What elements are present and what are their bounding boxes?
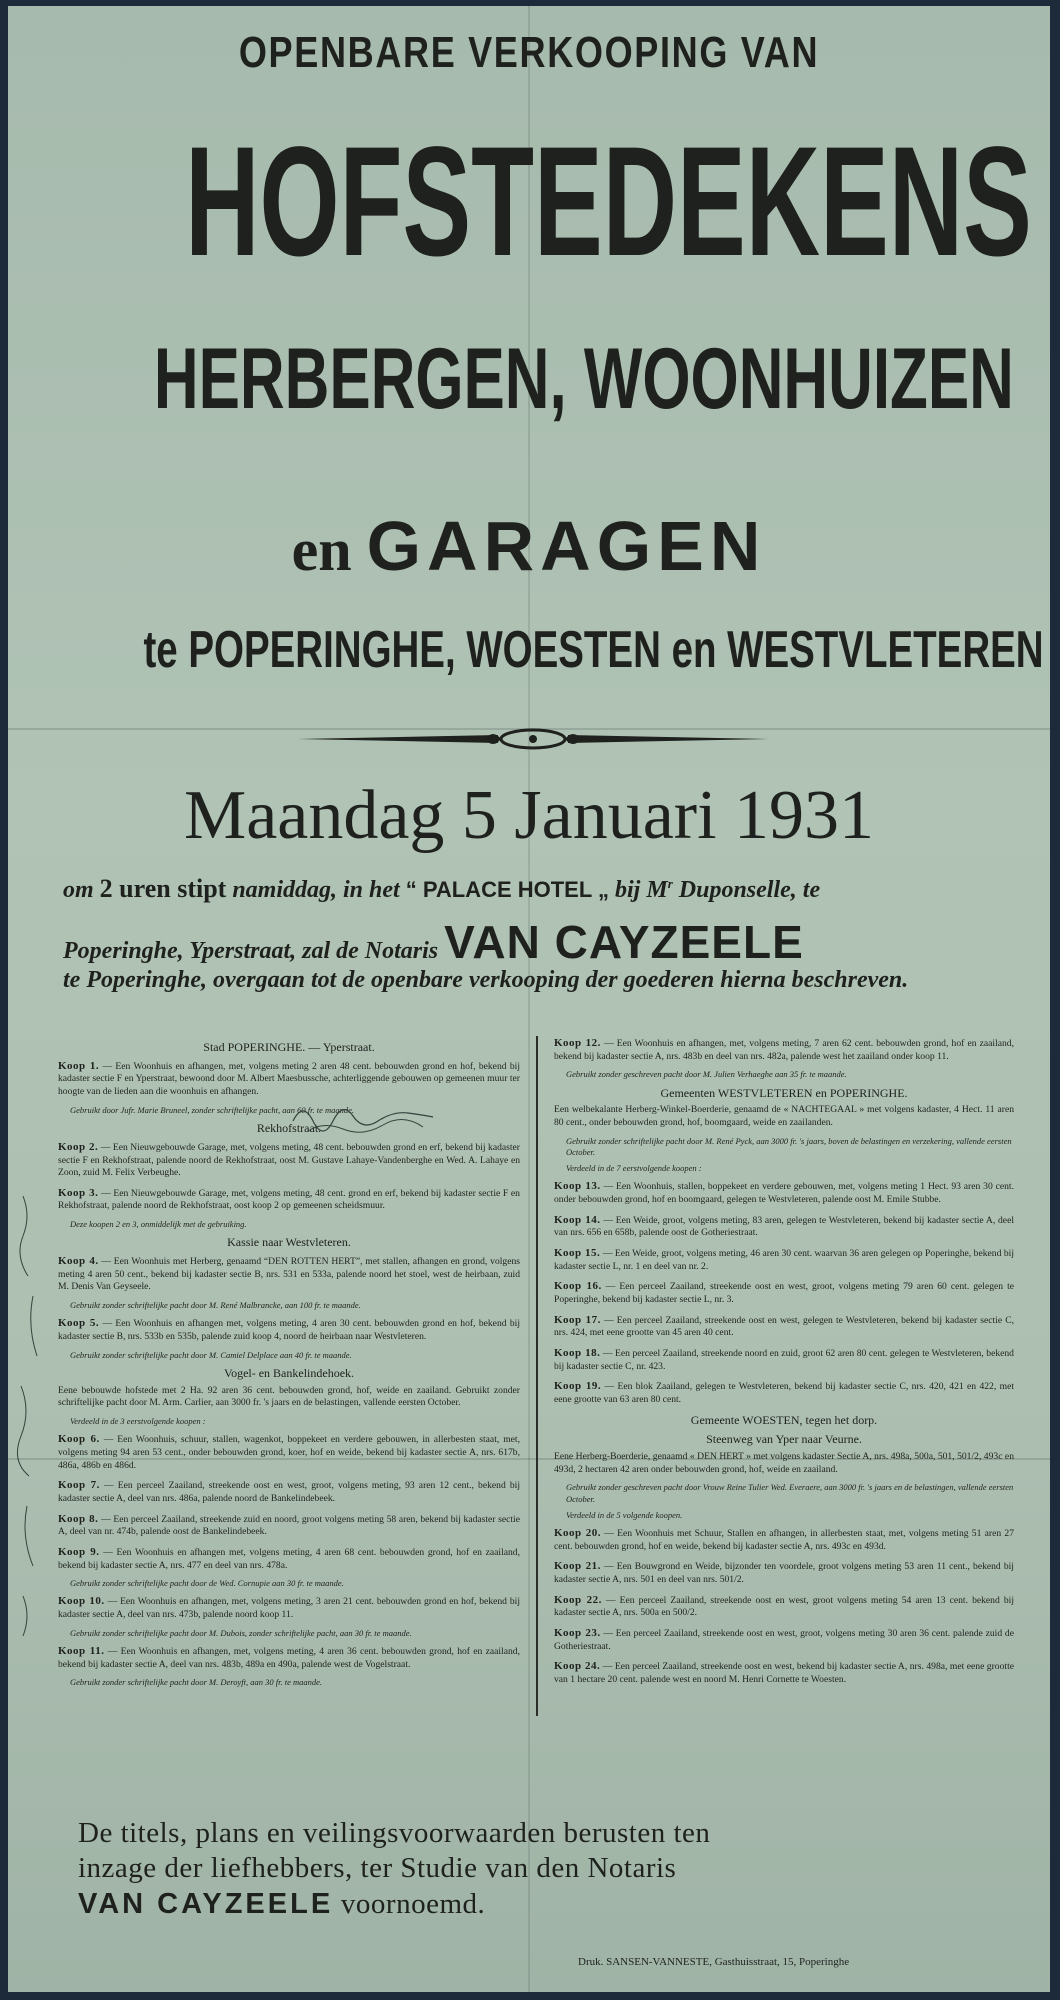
lot-text: — Een Woonhuis, schuur, stallen, wagenkot, boppekeet en verdere gebouwen, in allerbesten staat, met, volgens meting 94 aren 53 cent., onder bebouwden grond, koer, hof en weide, bekend bij kadaster sectie A, nrs. 617b, 486a, 486b en 486d. <box>58 1434 520 1471</box>
lot-number: Koop 10. <box>58 1595 105 1608</box>
lot-number: Koop 23. <box>554 1627 601 1640</box>
intro-text: namiddag, in het <box>232 877 400 903</box>
lot-note: Gebruikt zonder schriftelijke pacht door M. René Malbrancke, aan 100 fr. te maande. <box>70 1300 361 1311</box>
lot-number: Koop 16. <box>554 1280 602 1293</box>
lot-item <box>58 1512 520 1539</box>
lot-note: Verdeeld in de 7 eerstvolgende koopen : <box>566 1163 702 1174</box>
lot-text: — Een Woonhuis, stallen, boppekeet en verdere gebouwen, met, volgens meting 1 Hect. 93 aren 30 cent. onder bebouwden grond, hof en boomgaard, gelegen te Westvleteren, palende oost M. Emile Stubbe. <box>554 1181 1014 1205</box>
lot-item <box>554 1626 1014 1653</box>
section-heading: Gemeente WOESTEN, tegen het dorp. <box>690 1412 878 1427</box>
lot-item <box>554 1346 1014 1373</box>
lot-item <box>554 1179 1014 1206</box>
lot-item <box>554 1213 1014 1240</box>
intro-text: bij M <box>615 877 668 903</box>
lot-item <box>554 1036 1014 1063</box>
lot-item <box>58 1254 520 1294</box>
intro-text: om <box>63 877 94 903</box>
heading-line-3: HERBERGEN, WOONHUIZEN <box>153 331 1014 427</box>
intro-hotel: “ PALACE HOTEL „ <box>405 877 610 902</box>
lot-number: Koop 3. <box>58 1186 99 1199</box>
lot-text: — Een Bouwgrond en Weide, bijzonder ten voordele, groot volgens meting 53 aren 11 cent., bekend bij kadaster sectie A, nrs. 501 en deel van nrs. 501/2. <box>554 1561 1014 1586</box>
lot-text: — Een Weide, groot, volgens meting, 83 aren, gelegen te Westvleteren, bekend bij kadaster sectie A, deel van nrs. 656 en 658b, palende oost de Gotheriestraat. <box>554 1214 1014 1239</box>
lot-item: Een welbekalante Herberg-Winkel-Boerderie, genaamd de « NACHTEGAAL » met volgens kadaster, 4 Hect. 11 aren 80 cent., onder bebouwden grond, hof, boomgaard, weide en zaailanden. <box>554 1104 1014 1129</box>
lot-text: — Een perceel Zaailand, streekende oost en west, bekend bij kadaster sectie A, nrs. 498a, met eene grootte van 1 hectare 20 cent. palende west en noord M. Henri Cornette te Woesten. <box>554 1661 1014 1686</box>
lot-note: Gebruikt zonder geschreven pacht door M. Julien Verhaeghe aan 35 fr. te maande. <box>566 1069 847 1080</box>
lot-text: — Een perceel Zaailand, streekende oost en west, groot volgens meting 54 aren 13 cent. bekend bij kadaster sectie A, nrs. 500a en 500/2. <box>554 1594 1014 1619</box>
lot-note: Gebruikt door Jufr. Marie Bruneel, zonder schriftelijke pacht, aan 60 fr. te maande. <box>70 1104 354 1115</box>
lot-text: — Een perceel Zaailand, streekende oost en west, groot, volgens meting 79 aren 60 cent. gelegen te Poperinghe, bekend bij kadaster sectie L, nr. 3. <box>554 1281 1014 1305</box>
intro-sup: r <box>667 876 673 891</box>
lot-item <box>58 1594 520 1621</box>
lot-number: Koop 22. <box>554 1593 602 1606</box>
lot-note: Gebruikt zonder schriftelijke pacht door M. René Pyck, aan 3000 fr. 's jaars, boven de belastingen en verzekering, vallende eersten October. <box>566 1135 1012 1157</box>
lot-number: Koop 9. <box>58 1545 100 1558</box>
heading-line-5: te POPERINGHE, WOESTEN en WESTVLETEREN <box>143 621 1044 679</box>
lot-text: — Een Nieuwgebouwde Garage, met, volgens meting, 48 cent. bebouwden grond en erf, bekend bij kadaster sectie F en Rekhofstraat, palende noord de Rekhofstraat, oost M. Gustave Lahaye-Vandenberghe en Wed. A. Lahaye en Zoon, zuid M. Felix Verbeughe. <box>58 1141 520 1179</box>
lot-number: Koop 17. <box>554 1313 601 1326</box>
intro-text: Duponselle, te <box>678 877 821 903</box>
lot-number: Koop 11. <box>58 1644 105 1657</box>
lot-text: — Een Woonhuis en afhangen, met, volgens meting, 3 aren 21 cent. bebouwden grond en hof, bekend bij kadaster sectie A, deel van nrs. 473b, palende noord koop 11. <box>58 1596 520 1621</box>
footer-notary-name: VAN CAYZEELE <box>78 1887 334 1920</box>
notary-name: VAN CAYZEELE <box>444 916 804 968</box>
auction-date: Maandag 5 Januari 1931 <box>183 777 875 854</box>
poster <box>8 6 1050 1992</box>
handwritten-margin-notes-icon <box>13 1186 57 1666</box>
lot-item <box>554 1246 1014 1273</box>
lot-item <box>58 1186 520 1213</box>
heading-line-1: OPENBARE VERKOOPING VAN <box>238 28 820 77</box>
lot-text: — Een perceel Zaailand, streekende zuid en noord, groot volgens meting 58 aren, bekend bij kadaster sectie A, deel van nr. 474b, palende oost de Bankelindebeek. <box>58 1513 520 1538</box>
lot-item <box>554 1593 1014 1620</box>
section-heading: Stad POPERINGHE. — Yperstraat. <box>203 1040 375 1054</box>
lot-item <box>58 1059 520 1099</box>
lot-number: Koop 19. <box>554 1380 602 1393</box>
lot-number: Koop 1. <box>58 1059 100 1072</box>
lot-number: Koop 8. <box>58 1512 99 1525</box>
heading-line-4 <box>8 507 1050 585</box>
lot-text: — Een Weide, groot, volgens meting, 46 aren 30 cent. waarvan 36 aren gelegen op Poperinghe, bekend bij kadaster sectie L, nr. 1 en deel van nr. 2. <box>554 1247 1014 1272</box>
lot-item <box>554 1559 1014 1586</box>
heading-line-2: HOFSTEDEKENS <box>185 115 1032 289</box>
lot-item <box>554 1279 1014 1306</box>
lot-number: Koop 15. <box>554 1246 601 1259</box>
section-heading: Kassie naar Westvleteren. <box>227 1235 351 1250</box>
lot-item <box>58 1316 520 1343</box>
intro-line-1 <box>63 868 1023 910</box>
footer-line-1: De titels, plans en veilingsvoorwaarden berusten ten <box>78 1817 711 1849</box>
lot-number: Koop 12. <box>554 1037 601 1049</box>
lot-note: Verdeeld in de 5 volgende koopen. <box>566 1509 683 1520</box>
lot-number: Koop 2. <box>58 1140 99 1153</box>
footer-line-3 <box>78 1887 1018 1922</box>
heading-garagen: GARAGEN <box>366 507 767 585</box>
lot-text: — Een Woonhuis en afhangen, met, volgens meting, 7 aren 62 cent. bebouwden grond, hof en zaailand, bekend bij kadaster sectie A, nrs. 483b en deel van nrs. 482a, palende west het zaailand onder koop 11. <box>554 1038 1014 1062</box>
lot-item <box>58 1545 520 1572</box>
ornament-divider-icon <box>298 726 768 752</box>
intro-time: 2 uren stipt <box>99 874 227 903</box>
lot-item <box>58 1644 520 1671</box>
lot-text: — Een Nieuwgebouwde Garage, met, volgens meting, 48 cent. grond en erf, bekend bij kadaster sectie F en Rekhofstraat, palende noord de Rekhofstraat, oost koop 2 op gemeenen scheidsmuur. <box>58 1187 520 1212</box>
lot-number: Koop 4. <box>58 1255 99 1268</box>
lot-text: — Een perceel Zaailand, streekende oost en west, groot, volgens meting 30 aren 36 cent. palende zuid de Gotheriestraat. <box>554 1628 1014 1652</box>
lot-item <box>58 1432 520 1472</box>
lot-note: Gebruikt zonder schriftelijke pacht door M. Camiel Delplace aan 40 fr. te maande. <box>70 1349 352 1360</box>
lot-note: Deze koopen 2 en 3, onmiddelijk met de gebruiking. <box>70 1219 247 1230</box>
lot-text: — Een Woonhuis en afhangen, met, volgens meting 2 aren 48 cent. bebouwden grond en hof, bekend bij kadaster sectie F en Yperstraat, bewoond door M. Albert Maesbussche, achterliggende gebouwen op gemeenen muur ter hoogte van de lieden aan die woonhuis en afhangen. <box>58 1060 520 1098</box>
intro-text: Poperinghe, Yperstraat, zal de Notaris <box>63 938 439 964</box>
lot-number: Koop 7. <box>58 1479 100 1492</box>
printer-imprint: Druk. SANSEN-VANNESTE, Gasthuisstraat, 15, Poperinghe <box>578 1956 850 1968</box>
heading-en: en <box>291 517 352 583</box>
footer-text: voornoemd. <box>340 1887 486 1920</box>
lot-text: — Een Woonhuis en afhangen, met, volgens meting, 4 aren 36 cent. bebouwden grond, hof en zaailand, bekend bij kadaster sectie A, deel van nrs. 483b, 489a en 490a, palende west de Vogelstraat. <box>58 1645 520 1670</box>
lot-number: Koop 24. <box>554 1660 601 1673</box>
lot-text: — Een perceel Zaailand, streekende oost en west, gelegen te Westvleteren, bekend bij kadaster sectie C, nrs. 424, met eene grootte van 45 aren 40 cent. <box>554 1314 1014 1339</box>
lot-item <box>554 1659 1014 1686</box>
lot-number: Koop 21. <box>554 1560 601 1573</box>
lot-item <box>58 1140 520 1180</box>
footer-notice <box>78 1816 1018 1922</box>
lot-item: Eene Herberg-Boerderie, genaamd « DEN HERT » met volgens kadaster Sectie A, nrs. 498a, 500a, 501, 501/2, 493c en 493d, 2 hectaren 42 aren onder bebouwden grond, hof, weide en zaailand. <box>554 1451 1014 1475</box>
lot-number: Koop 18. <box>554 1346 601 1359</box>
lot-note: Gebruikt zonder schriftelijke pacht door de Wed. Cornupie aan 30 fr. te maande. <box>70 1578 344 1589</box>
lot-text: — Een Woonhuis met Schuur, Stallen en afhangen, in allerbesten staat, met, volgens meting 51 aren 27 cent. bebouwden grond, hof en weide, bekend bij kadaster sectie A, nrs. 493c en 493d. <box>554 1528 1014 1552</box>
section-heading: Vogel- en Bankelindehoek. <box>223 1365 355 1380</box>
lot-number: Koop 14. <box>554 1213 601 1226</box>
lot-note: Verdeeld in de 3 eerstvolgende koopen : <box>70 1416 206 1427</box>
lot-number: Koop 5. <box>58 1317 100 1330</box>
lot-text: — Een Woonhuis en afhangen met, volgens meting, 4 aren 30 cent. bebouwden grond en hof, bekend bij kadaster sectie B, nrs. 533b en 535b, palende zuid koop 4, noord de heirbaan naar Westvleteren. <box>58 1318 520 1343</box>
lot-item <box>554 1379 1014 1406</box>
right-column <box>554 1036 1014 1693</box>
lot-item <box>554 1526 1014 1553</box>
lot-note: Gebruikt zonder geschreven pacht door Vrouw Reine Tulier Wed. Everaere, aan 3000 fr. 's jaars en de belastingen, vallende eersten October. <box>566 1482 1014 1504</box>
lot-text: — Een perceel Zaailand, streekende noord en zuid, groot 62 aren 80 cent. gelegen te Westvleteren, bekend bij kadaster sectie C, nr. 423. <box>554 1347 1014 1372</box>
lot-number: Koop 6. <box>58 1433 100 1446</box>
lot-text: — Een perceel Zaailand, streekende oost en west, groot, volgens meting, 93 aren 12 cent., bekend bij kadaster sectie A, deel van nrs. 486a, palende noord de Bankelindebeek. <box>58 1480 520 1504</box>
section-heading: Gemeenten WESTVLETEREN en POPERINGHE. <box>660 1085 908 1100</box>
lot-text: — Een Woonhuis en afhangen met, volgens meting, 4 aren 68 cent. bebouwden grond, hof en zaailand, bekend bij kadaster sectie A, nrs. 477 en deel van nrs. 478a. <box>58 1546 520 1571</box>
lot-text: — Een Woonhuis met Herberg, genaamd “DEN ROTTEN HERT”, met stallen, afhangen en grond, volgens meting 4 aren 50 cent., bekend bij kadaster sectie B, nrs. 531 en 533a, palende noord het stoel, west de heirbaan, zuid M. Denis Van Geyseele. <box>58 1256 520 1293</box>
handwritten-signature-icon <box>288 1096 438 1136</box>
intro-line-3: te Poperinghe, overgaan tot de openbare verkooping der goederen hierna beschreven. <box>63 967 909 993</box>
lot-number: Koop 13. <box>554 1180 601 1193</box>
lot-item <box>58 1478 520 1505</box>
section-subheading: Steenweg van Yper naar Veurne. <box>706 1432 862 1447</box>
lot-note: Gebruikt zonder schriftelijke pacht door M. Dubois, zonder schriftelijke pacht, aan 30 fr. te maande. <box>70 1627 412 1638</box>
footer-line-2: inzage der liefhebbers, ter Studie van den Notaris <box>78 1852 677 1885</box>
lot-note: Gebruikt zonder schriftelijke pacht door M. Deroyft, aan 30 fr. te maande. <box>70 1677 323 1688</box>
lot-item: Eene bebouwde hofstede met 2 Ha. 92 aren 36 cent. bebouwden grond, hof, weide en zaailand. Gebruikt zonder schriftelijke pacht door M. Arm. Carlier, aan 3000 fr. 's jaars en de belastingen, vallende eersten October. <box>58 1384 520 1409</box>
lot-text: — Een blok Zaailand, gelegen te Westvleteren, bekend bij kadaster sectie C, nrs. 420, 421 en 422, met eene grootte van 63 aren 80 cent. <box>554 1381 1014 1405</box>
section-heading: Rekhofstraat. <box>256 1121 322 1136</box>
column-divider <box>536 1036 538 1716</box>
lot-number: Koop 20. <box>554 1527 602 1540</box>
lot-item <box>554 1313 1014 1340</box>
